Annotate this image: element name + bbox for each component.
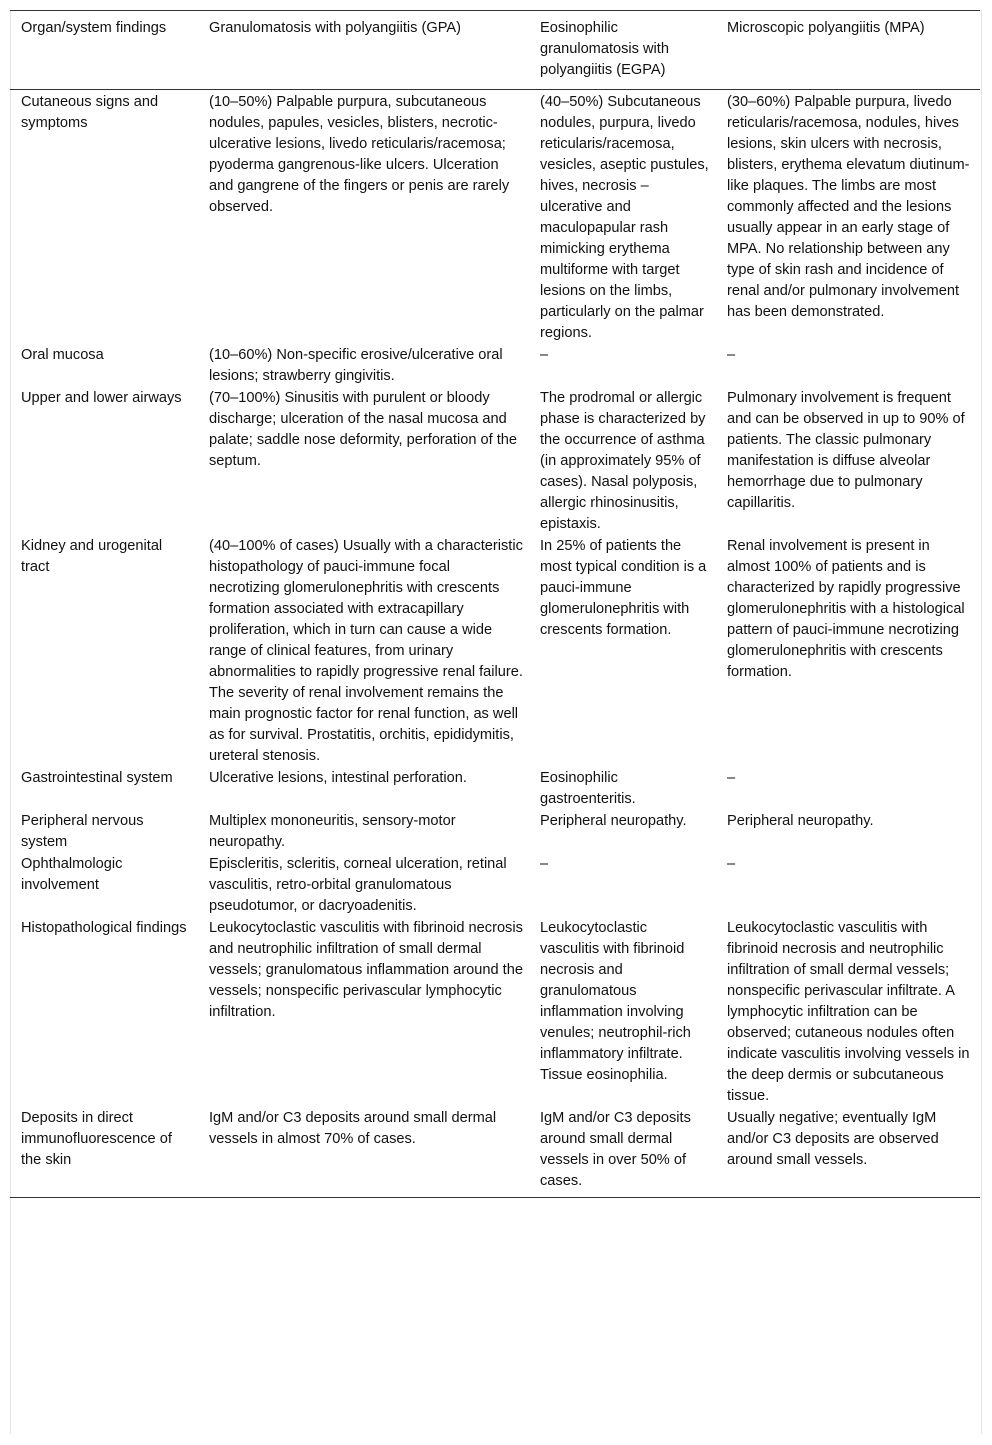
cell-organ: Upper and lower airways — [21, 390, 182, 406]
comparison-table-container — [10, 10, 980, 1198]
cell-egpa: In 25% of patients the most typical condition is a pauci-immune glomerulonephritis with crescents formation. — [540, 538, 707, 638]
cell-organ: Deposits in direct immunofluorescence of the skin — [21, 1110, 172, 1168]
cell-gpa: (10–50%) Palpable purpura, subcutaneous nodules, papules, vesicles, blisters, necrotic-ulcerative lesions, livedo reticularis/racemosa; pyoderma gangrenous-like ulcers. Ulceration and gangrene of the fingers or penis are rarely observed. — [209, 94, 510, 215]
table-row-airways — [10, 387, 980, 535]
table-row-cutaneous — [10, 90, 980, 345]
cell-egpa: Eosinophilic gastroenteritis. — [540, 770, 636, 807]
cell-mpa: – — [727, 347, 736, 363]
cell-organ: Ophthalmologic involvement — [21, 856, 123, 893]
table-body — [10, 90, 980, 1198]
cell-mpa: Leukocytoclastic vasculitis with fibrinoid necrosis and neutrophilic infiltration of small dermal vessels; nonspecific perivascular infiltrate. A lymphocytic infiltration can be observed; cutaneous nodules often indicate vasculitis involving vessels in the deep dermis or subcutaneous tissue. — [727, 920, 970, 1104]
cell-gpa: IgM and/or C3 deposits around small dermal vessels in almost 70% of cases. — [209, 1110, 497, 1147]
cell-egpa: Leukocytoclastic vasculitis with fibrinoid necrosis and granulomatous inflammation involving venules; neutrophil-rich inflammatory infiltrate. Tissue eosinophilia. — [540, 920, 691, 1083]
cell-gpa: Episcleritis, scleritis, corneal ulceration, retinal vasculitis, retro-orbital granulomatous pseudotumor, or dacryoadenitis. — [209, 856, 507, 914]
cell-organ: Histopathological findings — [21, 920, 187, 936]
cell-mpa: Usually negative; eventually IgM and/or C3 deposits are observed around small vessels. — [727, 1110, 939, 1168]
cell-mpa: Renal involvement is present in almost 100% of patients and is characterized by rapidly progressive glomerulonephritis with a histological pattern of pauci-immune necrotizing glomerulonephritis with crescents formation. — [727, 538, 965, 680]
table-row-peripheral-nervous — [10, 810, 980, 853]
cell-gpa: (70–100%) Sinusitis with purulent or bloody discharge; ulceration of the nasal mucosa and palate; saddle nose deformity, perforation of the septum. — [209, 390, 518, 469]
cell-egpa: Peripheral neuropathy. — [540, 813, 687, 829]
cell-gpa: (10–60%) Non-specific erosive/ulcerative oral lesions; strawberry gingivitis. — [209, 347, 503, 384]
table-row-kidney — [10, 535, 980, 767]
cell-mpa: (30–60%) Palpable purpura, livedo reticularis/racemosa, nodules, hives lesions, skin ulcers with necrosis, blisters, erythema elevatum diutinum-like plaques. The limbs are most commonly affected and the lesions usually appear in an early stage of MPA. No relationship between any type of skin rash and incidence of renal and/or pulmonary involvement has been demonstrated. — [727, 94, 970, 320]
cell-gpa: Ulcerative lesions, intestinal perforation. — [209, 770, 467, 786]
cell-organ: Kidney and urogenital tract — [21, 538, 163, 575]
cell-organ: Oral mucosa — [21, 347, 104, 363]
cell-gpa: Leukocytoclastic vasculitis with fibrinoid necrosis and neutrophilic infiltration of small dermal vessels; granulomatous inflammation around the vessels; nonspecific perivascular lymphocytic infiltration. — [209, 920, 523, 1020]
cell-organ: Cutaneous signs and symptoms — [21, 94, 159, 131]
cell-gpa: (40–100% of cases) Usually with a characteristic histopathology of pauci-immune focal necrotizing glomerulonephritis with crescents formation associated with extracapillary proliferation, which in turn can cause a wide range of clinical features, from urinary abnormalities to rapidly progressive renal failure. The severity of renal involvement remains the main prognostic factor for renal function, as well as for survival. Prostatitis, orchitis, epididymitis, ureteral stenosis. — [209, 538, 523, 764]
table-header — [10, 11, 980, 90]
cell-organ: Gastrointestinal system — [21, 770, 173, 786]
table-row-oral-mucosa — [10, 344, 980, 387]
cell-egpa: (40–50%) Subcutaneous nodules, purpura, livedo reticularis/racemosa, vesicles, aseptic pustules, hives, necrosis – ulcerative and maculopapular rash mimicking erythema multiforme with target lesions on the limbs, particularly on the palmar regions. — [540, 94, 709, 341]
header-organ-system: Organ/system findings — [21, 20, 167, 36]
header-gpa: Granulomatosis with polyangiitis (GPA) — [209, 20, 461, 36]
header-row — [10, 11, 980, 90]
table-row-gastrointestinal — [10, 767, 980, 810]
cell-organ: Peripheral nervous system — [21, 813, 144, 850]
vasculitis-comparison-table — [10, 10, 980, 1198]
table-row-ophthalmologic — [10, 853, 980, 917]
cell-mpa: Pulmonary involvement is frequent and can be observed in up to 90% of patients. The classic pulmonary manifestation is diffuse alveolar hemorrhage due to pulmonary capillaritis. — [727, 390, 965, 511]
table-row-immunofluorescence — [10, 1107, 980, 1198]
cell-egpa: IgM and/or C3 deposits around small dermal vessels in over 50% of cases. — [540, 1110, 691, 1189]
cell-egpa: – — [540, 347, 549, 363]
cell-gpa: Multiplex mononeuritis, sensory-motor neuropathy. — [209, 813, 456, 850]
cell-mpa: – — [727, 856, 736, 872]
cell-mpa: – — [727, 770, 736, 786]
header-mpa: Microscopic polyangiitis (MPA) — [727, 20, 925, 36]
table-row-histopathological — [10, 917, 980, 1107]
cell-egpa: The prodromal or allergic phase is characterized by the occurrence of asthma (in approximately 95% of cases). Nasal polyposis, allergic rhinosinusitis, epistaxis. — [540, 390, 706, 532]
cell-mpa: Peripheral neuropathy. — [727, 813, 874, 829]
header-egpa: Eosinophilic granulomatosis with polyangiitis (EGPA) — [540, 20, 669, 78]
cell-egpa: – — [540, 856, 549, 872]
